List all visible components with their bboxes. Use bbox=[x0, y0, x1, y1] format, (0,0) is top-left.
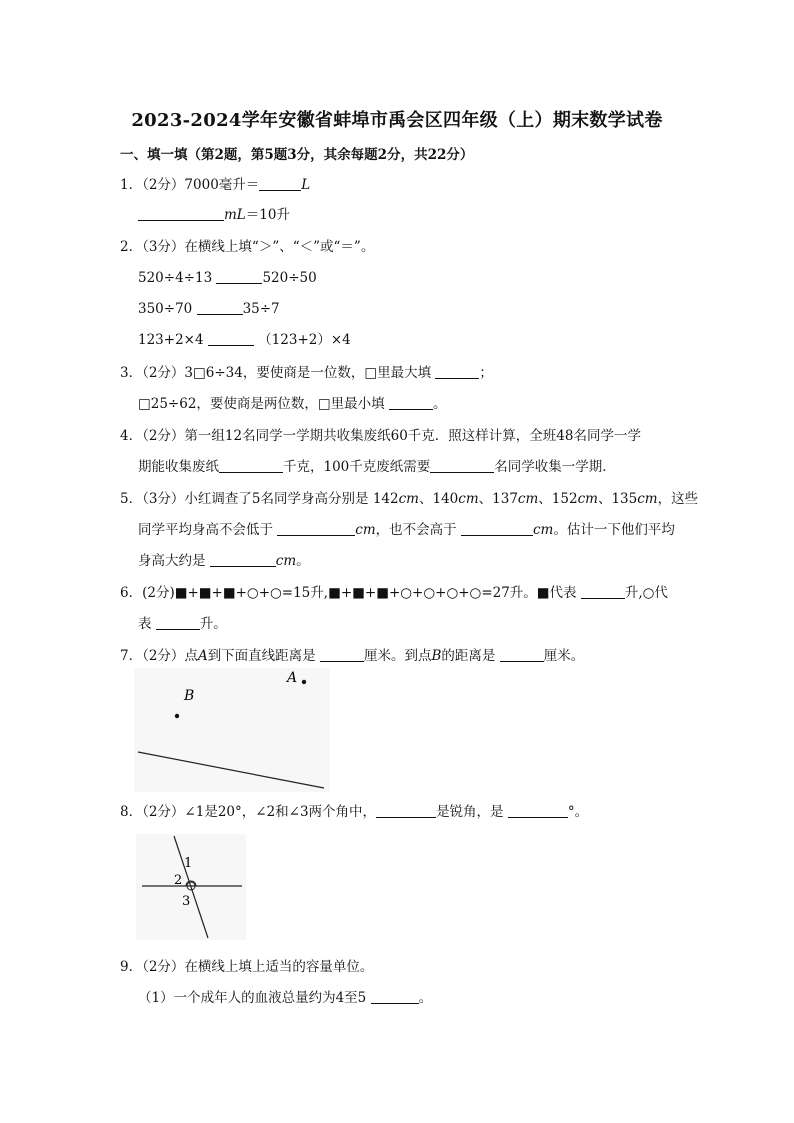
q5-sep: 、 bbox=[418, 491, 433, 507]
section-heading: 一、填一填（第2题，第5题3分，其余每题2分，共22分） bbox=[120, 147, 474, 163]
q6-text-c: 表 bbox=[138, 616, 152, 632]
q4-answer-blank-2[interactable] bbox=[430, 458, 494, 473]
q7-answer-blank-2[interactable] bbox=[500, 647, 544, 662]
q8-label-1: 1 bbox=[184, 856, 193, 871]
q5-height-5: 135 bbox=[611, 491, 638, 507]
q3-line2: □25÷62，要使商是两位数，□里最小填 bbox=[138, 396, 385, 412]
q8-label-3: 3 bbox=[182, 894, 191, 909]
q7-label-a: A bbox=[287, 670, 298, 686]
q3-answer-blank-2[interactable] bbox=[389, 395, 433, 410]
question-9: 9．（2分）在横线上填上适当的容量单位。 bbox=[120, 959, 374, 975]
q3-line2-end: 。 bbox=[432, 396, 447, 412]
q7-point-a: A bbox=[197, 648, 208, 664]
q9-sub1-end: 。 bbox=[418, 990, 433, 1006]
question-3-line2 bbox=[138, 395, 446, 413]
q2-r1-left: 520÷4÷13 bbox=[138, 270, 213, 286]
q9-answer-blank-1[interactable] bbox=[371, 989, 419, 1004]
q8-answer-blank-2[interactable] bbox=[508, 803, 568, 818]
q5-sep: 、 bbox=[538, 491, 552, 507]
q6-text-b: 升,○代 bbox=[624, 585, 668, 601]
q2-r3-right: （123+2）×4 bbox=[258, 332, 351, 348]
q5-line1-end: ，这些 bbox=[657, 491, 699, 507]
q5-answer-blank-3[interactable] bbox=[210, 552, 276, 567]
q5-text-estimate: 。估计一下他们平均 bbox=[553, 522, 675, 538]
page-title: 2023-2024学年安徽省蚌埠市禹会区四年级（上）期末数学试卷 bbox=[131, 110, 663, 131]
q2-row-1 bbox=[138, 269, 317, 287]
q5-unit: cm bbox=[275, 553, 297, 569]
q5-text-avg: 身高大约是 bbox=[138, 553, 206, 569]
q5-answer-blank-1[interactable] bbox=[277, 521, 355, 536]
q3-line1: 3．（2分）3□6÷34，要使商是一位数，□里最大填 bbox=[120, 365, 432, 381]
q7-point-b: B bbox=[431, 648, 442, 664]
q7-figure bbox=[134, 668, 330, 792]
question-5-line3 bbox=[138, 552, 310, 570]
q5-answer-blank-2[interactable] bbox=[461, 521, 533, 536]
q7-text-d: 的距离是 bbox=[441, 648, 496, 664]
q5-text-high: ，也不会高于 bbox=[375, 522, 457, 538]
question-2: 2．（3分）在横线上填“＞”、“＜”或“＝”。 bbox=[120, 239, 375, 255]
q5-line3-end: 。 bbox=[296, 553, 310, 569]
q6-text: 6．(2分)■+■+■+○+○=15升,■+■+■+○+○+○+○=27升。■代表 bbox=[120, 585, 577, 601]
q1-tail: ＝10升 bbox=[245, 207, 290, 223]
q6-answer-blank-2[interactable] bbox=[156, 615, 200, 630]
q5-unit: cm bbox=[458, 491, 479, 507]
q1-number: 1． bbox=[120, 177, 143, 193]
q7-figure-background bbox=[134, 668, 330, 792]
q8-text-b: 是锐角，是 bbox=[436, 804, 504, 820]
q1-unit-ml: mL bbox=[224, 207, 246, 223]
q5-unit: cm bbox=[532, 522, 554, 538]
q2-r2-right: 35÷7 bbox=[242, 301, 280, 317]
question-4: 4．（2分）第一组12名同学一学期共收集废纸60千克．照这样计算，全班48名同学一学 bbox=[120, 428, 641, 444]
question-9-sub-1 bbox=[138, 989, 432, 1007]
question-5 bbox=[120, 490, 698, 508]
q5-unit: cm bbox=[355, 522, 376, 538]
q2-r2-left: 350÷70 bbox=[138, 301, 193, 317]
q2-r1-blank[interactable] bbox=[216, 269, 262, 284]
question-3 bbox=[120, 364, 493, 382]
q2-r3-blank[interactable] bbox=[208, 331, 254, 346]
q2-row-3 bbox=[138, 331, 351, 349]
q5-unit: cm bbox=[577, 491, 598, 507]
q4-text-b: 千克，100千克废纸需要 bbox=[283, 459, 431, 475]
q5-sep: 、 bbox=[478, 491, 493, 507]
q6-answer-blank-1[interactable] bbox=[581, 584, 625, 599]
q5-height-1: 142 bbox=[372, 491, 399, 507]
q1-answer-blank-1[interactable] bbox=[259, 176, 301, 191]
question-6 bbox=[120, 584, 668, 602]
q8-text-a: 8．（2分）∠1是20°，∠2和∠3两个角中， bbox=[120, 804, 377, 820]
q7-dot-b bbox=[175, 714, 179, 718]
question-5-line2 bbox=[138, 521, 675, 539]
q4-text-a: 期能收集废纸 bbox=[138, 459, 219, 475]
q7-text-b: 到下面直线距离是 bbox=[207, 648, 316, 664]
q2-row-2 bbox=[138, 300, 280, 318]
question-8 bbox=[120, 803, 588, 821]
q1-answer-blank-2[interactable] bbox=[138, 206, 224, 221]
q5-unit: cm bbox=[517, 491, 539, 507]
q3-answer-blank-1[interactable] bbox=[435, 364, 479, 379]
q4-text-c: 名同学收集一学期． bbox=[494, 459, 616, 475]
question-1 bbox=[120, 176, 310, 194]
q7-text-e: 厘米。 bbox=[543, 648, 585, 664]
q2-r2-blank[interactable] bbox=[197, 300, 243, 315]
q5-text-low: 同学平均身高不会低于 bbox=[138, 522, 273, 538]
question-4-line2 bbox=[138, 458, 616, 476]
q5-height-4: 152 bbox=[551, 491, 578, 507]
q5-unit: cm bbox=[398, 491, 419, 507]
q5-unit: cm bbox=[637, 491, 658, 507]
question-1-line2 bbox=[138, 206, 290, 224]
q7-text-a: 7．（2分）点 bbox=[120, 648, 198, 664]
q7-label-b: B bbox=[184, 688, 195, 704]
q8-answer-blank-1[interactable] bbox=[376, 803, 436, 818]
q6-text-d: 升。 bbox=[199, 616, 227, 632]
q7-text-c: 厘米。到点 bbox=[363, 648, 432, 664]
q2-r3-left: 123+2×4 bbox=[138, 332, 204, 348]
q5-height-2: 140 bbox=[432, 491, 459, 507]
question-7 bbox=[120, 647, 584, 665]
q1-unit-l: L bbox=[301, 177, 311, 193]
q8-figure bbox=[136, 834, 246, 940]
q8-text-c: °。 bbox=[567, 804, 589, 820]
q3-line1-end: ； bbox=[479, 365, 493, 381]
q2-r1-right: 520÷50 bbox=[262, 270, 317, 286]
q7-answer-blank-1[interactable] bbox=[320, 647, 364, 662]
q5-sep: 、 bbox=[597, 491, 612, 507]
q7-dot-a bbox=[302, 680, 306, 684]
q1-text: （2分）7000毫升＝ bbox=[142, 177, 260, 193]
question-6-line2 bbox=[138, 615, 227, 633]
q4-answer-blank-1[interactable] bbox=[219, 458, 283, 473]
q5-height-3: 137 bbox=[492, 491, 518, 507]
q9-sub1-text: （1）一个成年人的血液总量约为4至5 bbox=[138, 990, 367, 1006]
q5-text: 5．（3分）小红调查了5名同学身高分别是 bbox=[120, 491, 369, 507]
q8-label-2: 2 bbox=[174, 873, 183, 888]
